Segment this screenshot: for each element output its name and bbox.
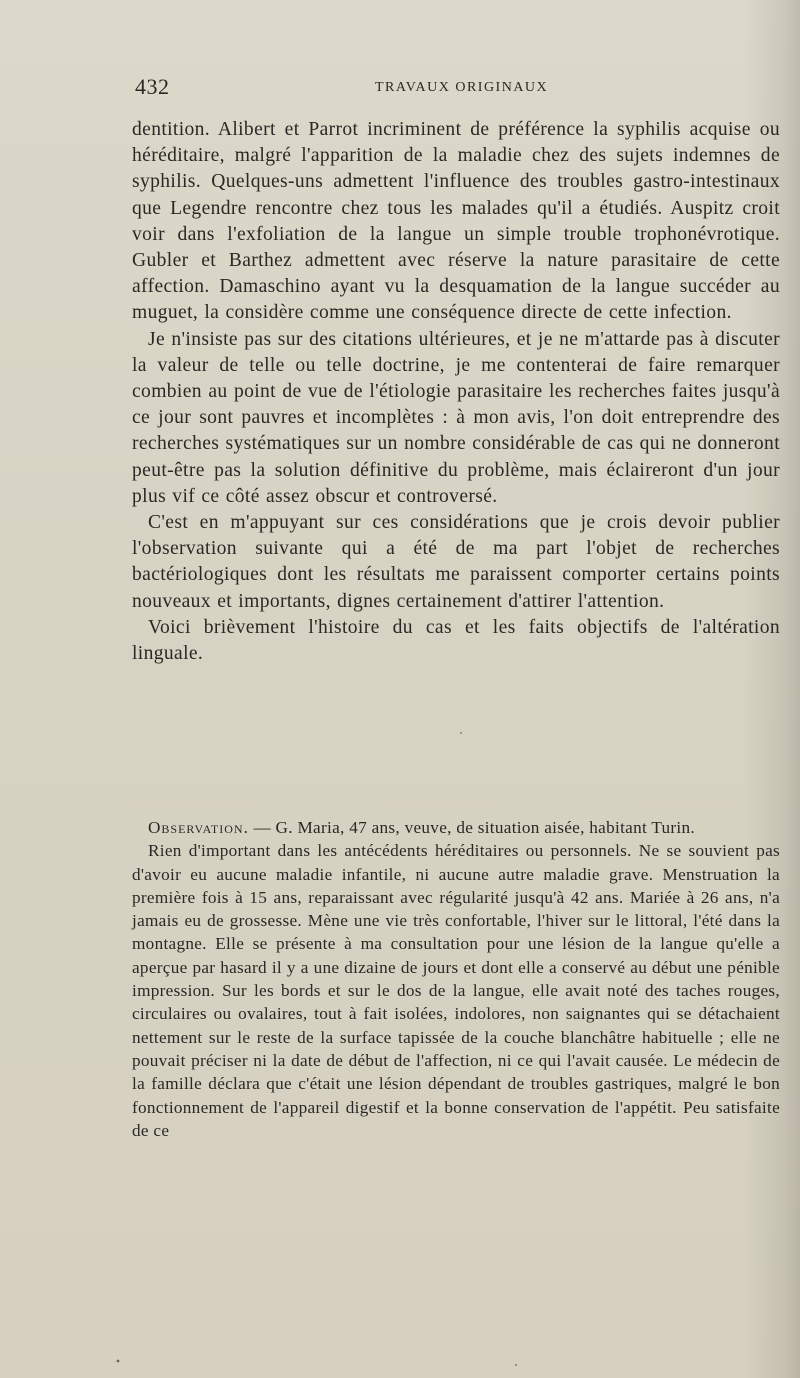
running-title: TRAVAUX ORIGINAUX [375,80,549,95]
paragraph-2: Je n'insiste pas sur des citations ultérieures, et je ne m'attarde pas à discuter la valeur de telle ou telle doctrine, je me contenterai de faire remarquer combien au point de vue de l'étiologie parasitaire les recherches faites jusqu'à ce jour sont pauvres et incomplètes : à mon avis, l'on doit entreprendre des recherches systématiques sur un nombre considérable de cas qui ne donneront peut-être pas la solution définitive du problème, mais éclaireront d'un jour plus vif ce côté assez obscur et controversé. [132,328,780,507]
observation-body: Rien d'important dans les antécédents héréditaires ou personnels. Ne se souvient pas d'avoir eu aucune maladie infantile, ni aucune autre maladie grave. Menstruation la première fois à 15 ans, reparaissant avec régularité jusqu'à 42 ans. Mariée à 26 ans, n'a jamais eu de grossesse. Mène une vie très confortable, l'hiver sur le littoral, l'été dans la montagne. Elle se présente à ma consultation pour une lésion de la langue qu'elle a aperçue par hasard il y a une dizaine de jours et dont elle a conservé au début une pénible impression. Sur les bords et sur le dos de la langue, elle avait noté des taches rouges, circulaires ou ovalaires, tout à fait isolées, indolores, non saignantes qui se détachaient nettement sur le reste de la surface tapissée de la couche blanchâtre habituelle ; elle ne pouvait préciser ni la date de début de l'affection, ni ce qui l'avait causée. Le médecin de la famille déclara que c'était une lésion dépendant de troubles gastriques, malgré le bon fonctionnement de l'appareil digestif et la bonne conservation de l'appétit. Peu satisfaite de ce [132,841,780,1140]
paragraph-3: C'est en m'appuyant sur ces considérations que je crois devoir publier l'observation suivante qui a été de ma part l'objet de recherches bactériologiques dont les résultats me paraissent comporter certains points nouveaux et importants, dignes certainement d'attirer l'attention. [132,512,780,612]
page-number: 432 [135,74,170,99]
main-text [132,117,780,667]
observation-label: Observation. [148,818,249,837]
observation-section [132,816,780,1142]
page-header [135,74,775,104]
observation-intro-text: — G. Maria, 47 ans, veuve, de situation aisée, habitant Turin. [248,818,696,837]
observation-intro [132,816,780,839]
paragraph-4: Voici brièvement l'histoire du cas et les faits objectifs de l'altération linguale. [132,616,780,665]
paragraph-1: dentition. Alibert et Parrot incriminent de préférence la syphilis acquise ou héréditaire, malgré l'apparition de la maladie chez des sujets indemnes de syphilis. Quelques-uns admettent l'influence des troubles gastro-intestinaux que Legendre rencontre chez tous les malades qu'il a étudiés. Auspitz croit voir dans l'exfoliation de la langue un simple trouble trophonévrotique. Gubler et Barthez admettent avec réserve la nature parasitaire de cette affection. Damaschino ayant vu la desquamation de la langue succéder au muguet, la considère comme une conséquence directe de cette infection. [132,119,780,324]
